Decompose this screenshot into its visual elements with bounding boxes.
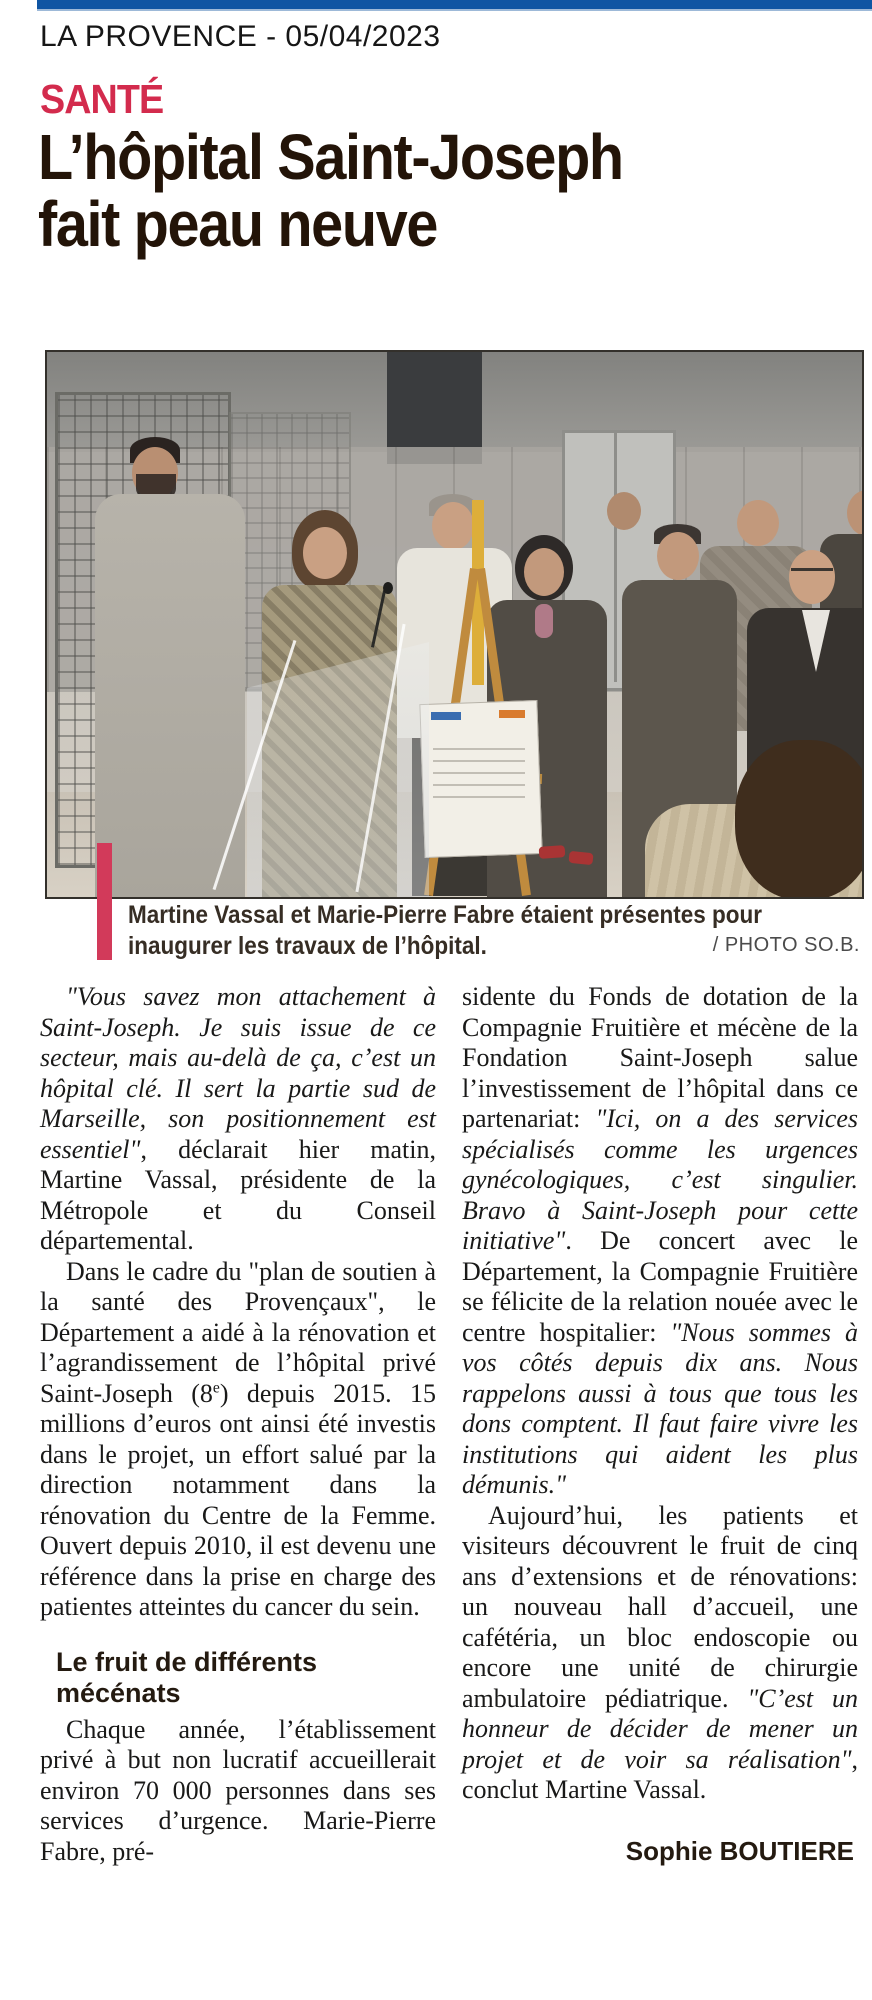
photo-person-head	[432, 502, 474, 550]
photo-foreground-hair	[735, 740, 864, 899]
caption-accent-bar	[97, 843, 112, 960]
photo-caption: Martine Vassal et Marie-Pierre Fabre étaient présentes pour inaugurer les travaux de l’hôpital.	[128, 901, 763, 960]
photo-credit: / PHOTO SO.B.	[712, 934, 860, 956]
photo-person-head	[737, 500, 779, 546]
photo-person-torso	[95, 494, 245, 897]
article-paragraph: sidente du Fonds de dotation de la Compagnie Fruitière et mécène de la Fondation Saint-Joseph salue l’investissement de l’hôpital dans ce partenariat: "Ici, on a des services spécialisés comme les urgences gynécologiques, c’est singulier. Bravo à Saint-Joseph pour cette initiative". De concert avec le Département, la Compagnie Fruitière se félicite de la relation nouée avec le centre hospitalier: "Nous sommes à vos côtés depuis dix ans. Nous rappelons aussi à tous que tous les dons comptent. Il faut faire vivre les institutions qui aident les plus démunis."	[462, 982, 858, 1499]
article-byline: Sophie BOUTIERE	[625, 1835, 854, 1866]
photo-person-head	[303, 527, 347, 579]
article-body	[40, 982, 858, 1867]
article-paragraph: Aujourd’hui, les patients et visiteurs découvrent le fruit de cinq ans d’extensions et de rénovations: un nouveau hall d’accueil, une cafétéria, un bloc endoscopie ou encore une unité de chirurgie ambulatoire pédiatrique. "C’est un honneur de décider de mener un projet et de voir sa réalisation", conclut Martine Vassal.	[462, 1500, 858, 1804]
photo-glass-door-divider	[614, 432, 617, 682]
photo-person-head	[789, 550, 835, 604]
photo-person-head	[524, 548, 564, 596]
article-paragraph: "Vous savez mon attachement à Saint-Joseph. Je suis issue de ce secteur, mais au-delà de ça, c’est un hôpital clé. Il sert la partie sud de Marseille, son positionnement est essentiel", déclarait hier matin, Martine Vassal, présidente de la Métropole et du Conseil départemental.	[40, 982, 436, 1255]
photo-person-glasses	[791, 568, 833, 571]
photo-person-head	[657, 532, 699, 580]
photo-person-head	[607, 492, 641, 530]
photo-scarf	[535, 604, 553, 638]
photo-placard-text-lines	[433, 738, 525, 798]
article-subhead: Le fruit de différents mécénats	[56, 1646, 318, 1708]
headline-line-1: L’hôpital Saint-Joseph	[38, 121, 623, 193]
article-headline	[38, 121, 623, 260]
photo-placard-logo-orange	[499, 710, 525, 718]
masthead-blue-rule	[37, 0, 872, 11]
article-paragraph: Chaque année, l’établissement privé à but non lucratif accueillerait environ 70 000 personnes dans ses services d’urgence. Marie-Pierre Fabre, pré-	[40, 1714, 436, 1866]
article-paragraph: Dans le cadre du "plan de soutien à la santé des Provençaux", le Département a aidé à la rénovation et l’agrandissement de l’hôpital privé Saint-Joseph (8e) depuis 2015. 15 millions d’euros ont ainsi été investis dans le projet, un effort salué par la direction notamment dans la rénovation du Centre de la Femme. Ouvert depuis 2010, il est devenu une référence dans la prise en charge des patientes atteintes du cancer du sein.	[40, 1256, 436, 1621]
photo-red-shoe	[539, 845, 566, 859]
photo-microphone-head	[383, 582, 393, 594]
headline-line-2: fait peau neuve	[38, 188, 438, 260]
masthead-date: LA PROVENCE - 05/04/2023	[40, 20, 441, 53]
photo-red-shoe	[568, 851, 593, 865]
article-column-1	[40, 982, 436, 1867]
section-label: SANTÉ	[40, 76, 164, 122]
photo-placard-logo-blue	[431, 712, 461, 720]
article-photo	[45, 350, 864, 899]
article-column-2	[462, 982, 858, 1867]
